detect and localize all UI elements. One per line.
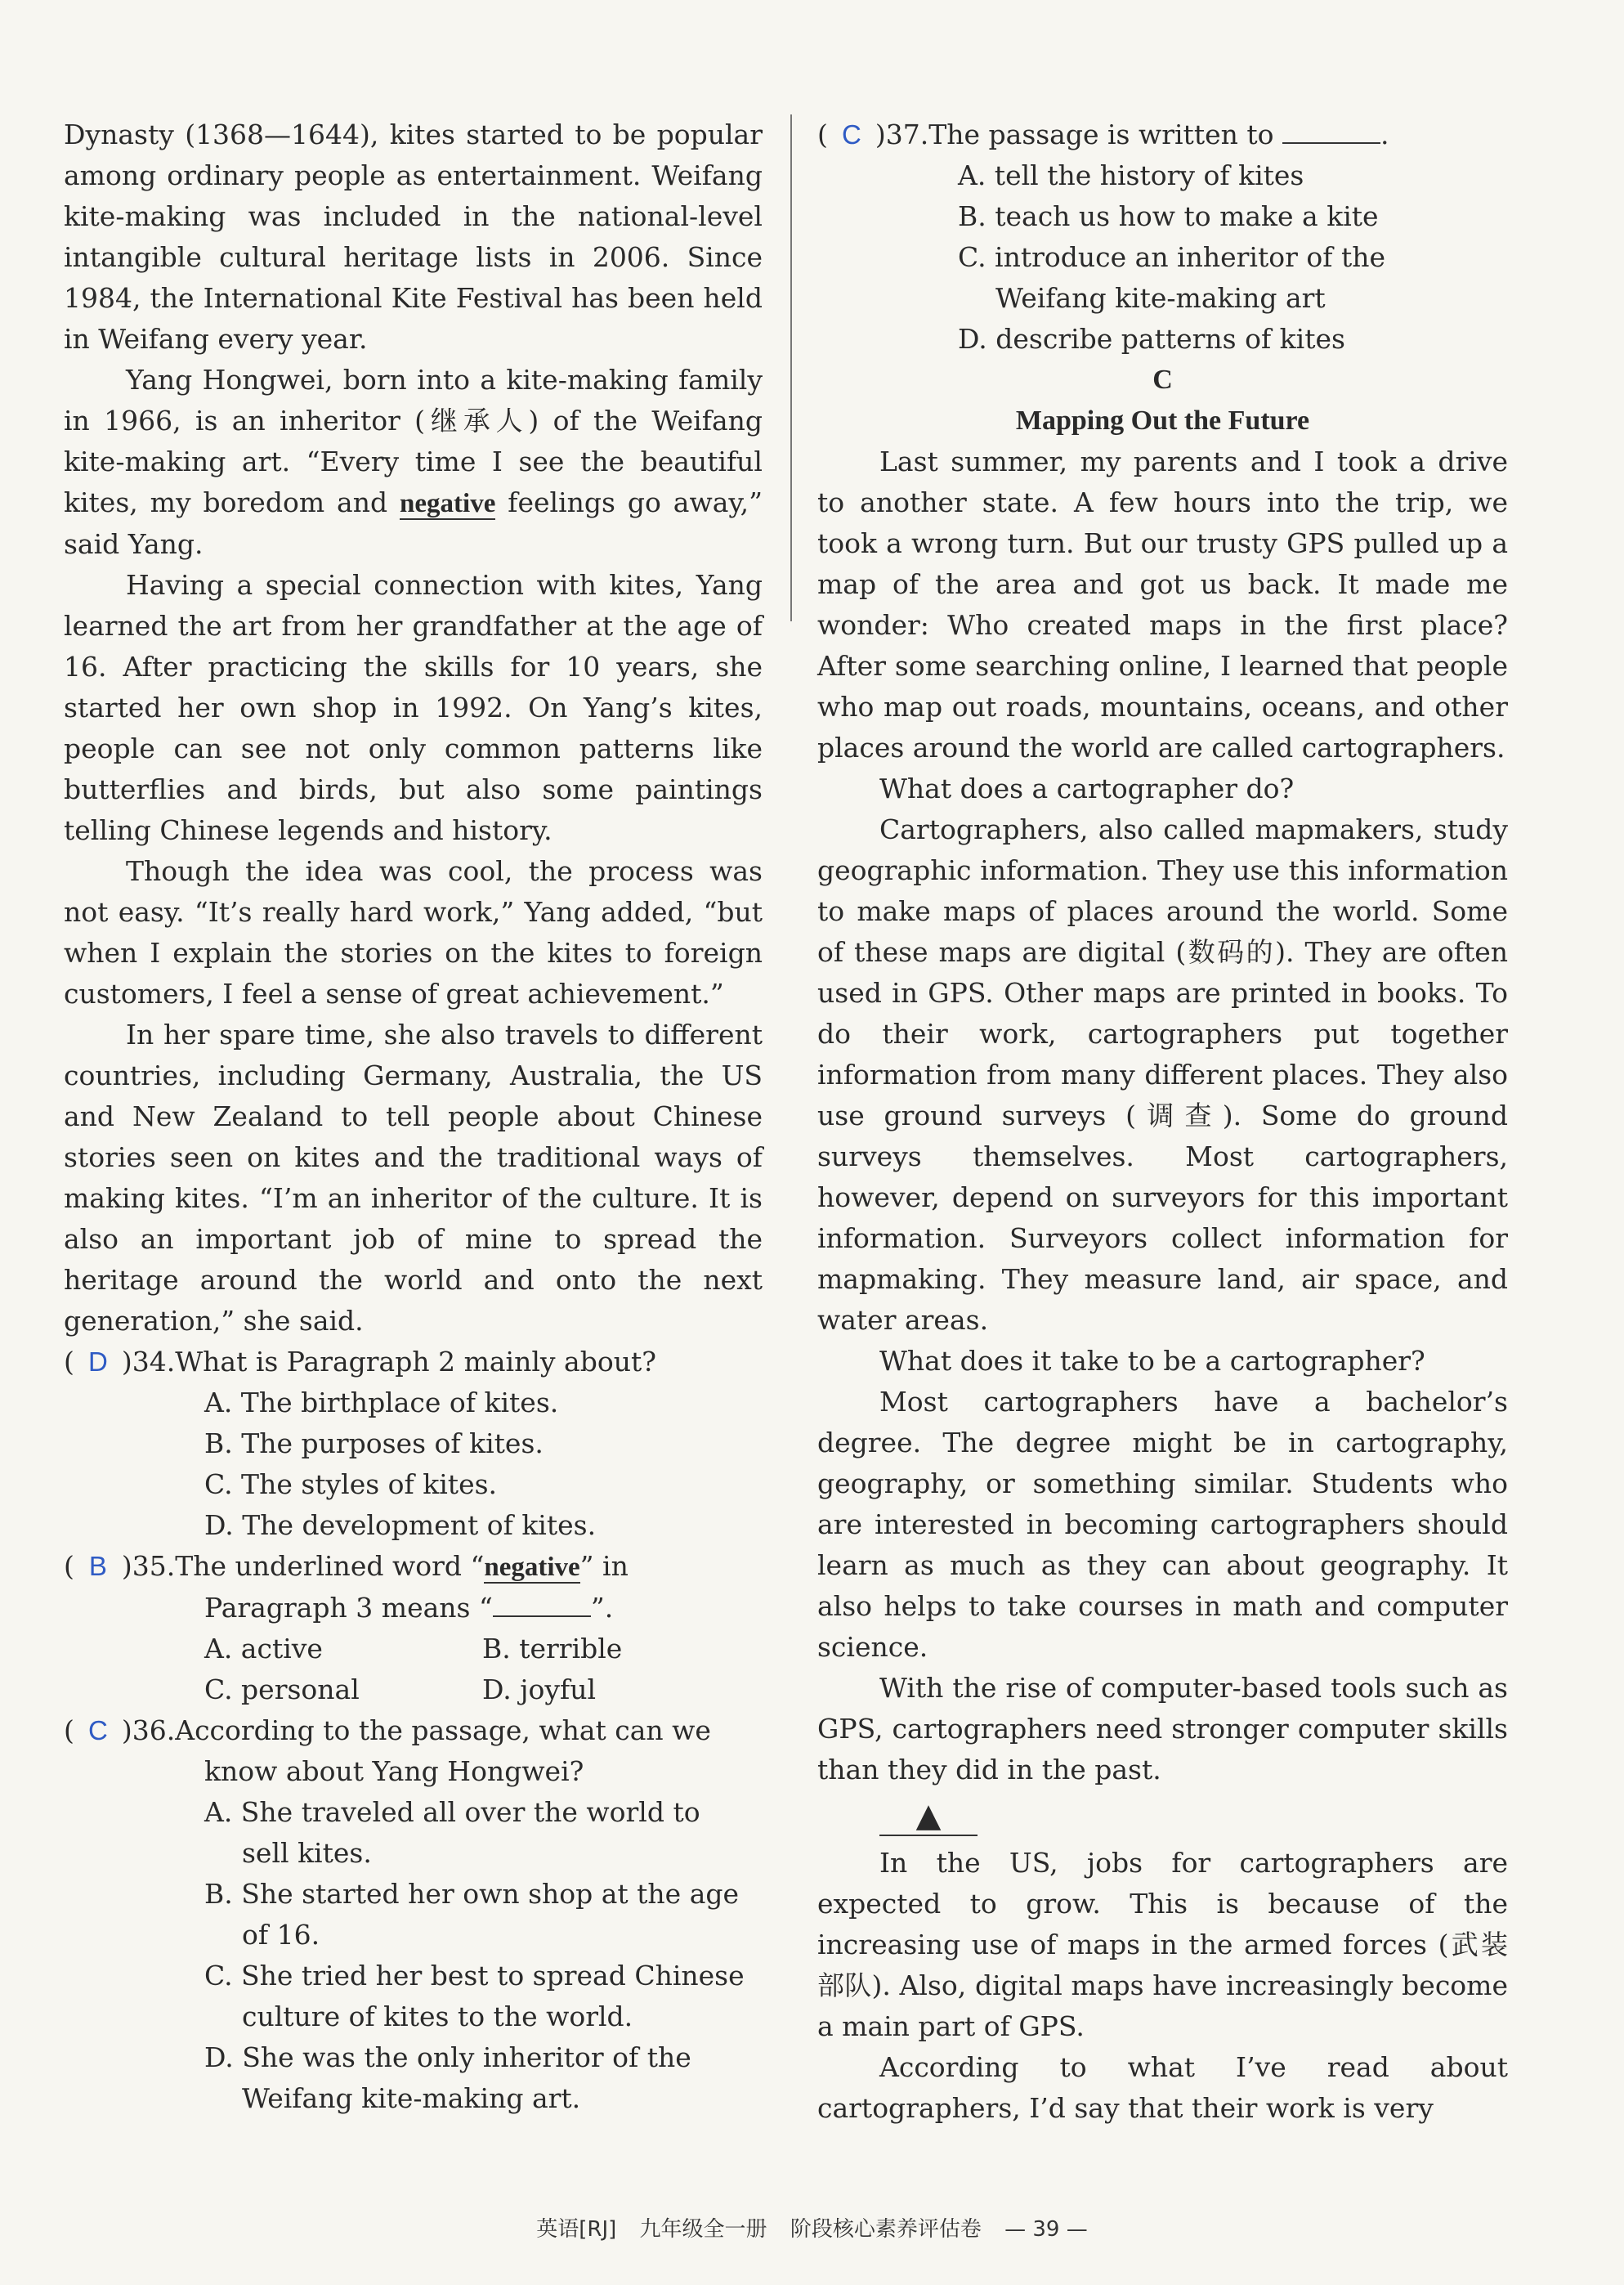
right-column — [817, 114, 1508, 2129]
question-34: ( D )34. What is Paragraph 2 mainly about? A. The birthplace of kites. B. The purposes of kites. C. The styles of kites. D. The development of kites. — [64, 1342, 763, 1546]
paragraph: Most cartographers have a bachelor’s degree. The degree might be in cartography, geography, or something similar. Students who are interested in becoming cartographers should learn as much as they can about geography. It also helps to take courses in math and computer science. — [817, 1386, 1508, 1663]
subheading: What does it take to be a cartographer? — [879, 1345, 1425, 1377]
answer-mark: C — [87, 1715, 108, 1745]
question-stem: What is Paragraph 2 mainly about? — [175, 1346, 656, 1378]
option: D. She was the only inheritor of the Weifang kite-making art. — [204, 2041, 691, 2114]
question-stem: According to the passage, what can we — [175, 1714, 711, 1746]
answer-blank — [1282, 114, 1380, 144]
option: B. The purposes of kites. — [204, 1427, 544, 1459]
passage-title: Mapping Out the Future — [1015, 405, 1310, 436]
underlined-word: negative — [400, 489, 496, 518]
subheading: What does a cartographer do? — [879, 773, 1295, 804]
page-footer: 英语[RJ] 九年级全一册 阶段核心素养评估卷 — 39 — — [536, 2217, 1088, 2242]
question-36: ( C )36. According to the passage, what can we know about Yang Hongwei? A. She traveled all over the world to sell kites. B. She started her own shop at the age of 16. C. She tried her best to spread Chinese culture of kites to the world. D. She was the only inheritor of the Weifang kite-making art. — [64, 1710, 763, 2119]
paragraph: Having a special connection with kites, Yang learned the art from her grandfather at the age of 16. After practicing the skills for 10 years, she started her own shop in 1992. On Yang’s kites, people can see not only common patterns like butterflies and birds, but also some paintings telling Chinese legends and history. — [64, 569, 763, 846]
paragraph: Yang Hongwei, born into a kite-making family in 1966, is an inheritor (继承人) of the Weifang kite-making art. “Every time I see the beautiful kites, my boredom and negative feelings go away,” said Yang. — [64, 364, 763, 560]
question-stem: The passage is written to . — [928, 114, 1508, 155]
paragraph: In her spare time, she also travels to different countries, including Germany, Australia, the US and New Zealand to tell people about Chinese stories seen on kites and the traditional ways of making kites. “I’m an inheritor of the culture. It is also an important job of mine to spread the heritage around the world and onto the next generation,” she said. — [64, 1019, 763, 1337]
paragraph: With the rise of computer-based tools such as GPS, cartographers need stronger computer skills than they did in the past. — [817, 1672, 1508, 1785]
left-column — [64, 114, 763, 2119]
paragraph: Last summer, my parents and I took a drive to another state. A few hours into the trip, we took a wrong turn. But our trusty GPS pulled up a map of the area and got us back. It made me wonder: Who created maps in the first place? After some searching online, I learned that people who map out roads, mountains, oceans, and other places around the world are called cartographers. — [817, 446, 1508, 764]
paragraph: Though the idea was cool, the process was not easy. “It’s really hard work,” Yang added, “but when I explain the stories on the kites to foreign customers, I feel a sense of great achievement.” — [64, 855, 763, 1010]
option: D. The development of kites. — [204, 1509, 597, 1541]
underlined-word: negative — [484, 1552, 580, 1582]
option: D. describe patterns of kites — [958, 323, 1345, 355]
option: A. tell the history of kites — [958, 159, 1304, 191]
paragraph: Cartographers, also called mapmakers, study geographic information. They use this information to make maps of places around the world. Some of these maps are digital (数码的). They are often used in GPS. Other maps are printed in books. To do their work, cartographers put together information from many different places. They also use ground surveys (调查). Some do ground surveys themselves. Most cartographers, however, depend on surveyors for this important information. Surveyors collect information for mapmaking. They measure land, air space, and water areas. — [817, 813, 1508, 1336]
answer-blank — [493, 1588, 591, 1617]
column-divider — [790, 114, 792, 621]
option: C. personal — [204, 1673, 360, 1705]
option: A. The birthplace of kites. — [204, 1387, 559, 1418]
option: A. active — [204, 1633, 323, 1664]
triangle-blank-icon: ▲ — [879, 1797, 978, 1836]
option: B. teach us how to make a kite — [958, 200, 1379, 232]
answer-mark: C — [841, 119, 861, 150]
paragraph: According to what I’ve read about cartographers, I’d say that their work is very — [817, 2051, 1508, 2124]
option: C. introduce an inheritor of the Weifang kite-making art — [958, 241, 1385, 314]
option: B. terrible — [482, 1633, 623, 1664]
section-letter: C — [1152, 365, 1173, 395]
paragraph: Dynasty (1368—1644), kites started to be popular among ordinary people as entertainment. Weifang kite-making was included in the national-level intangible cultural heritage lists in 2006. Since 1984, the International Kite Festival has been held in Weifang every year. — [64, 119, 763, 355]
question-37: ( C )37. The passage is written to . A. tell the history of kites B. teach us how to make a kite C. introduce an inheritor of the Weifang kite-making art D. describe patterns of kites — [817, 114, 1508, 360]
option: C. She tried her best to spread Chinese culture of kites to the world. — [204, 1960, 745, 2032]
option: C. The styles of kites. — [204, 1468, 498, 1500]
page-number: — 39 — — [1004, 2217, 1088, 2242]
question-35: ( B )35. The underlined word “negative” in Paragraph 3 means “ ”. A. active B. terrible C. personal D. joyful — [64, 1546, 763, 1710]
option: A. She traveled all over the world to sell kites. — [204, 1796, 700, 1869]
answer-mark: B — [88, 1551, 107, 1581]
option: D. joyful — [482, 1673, 597, 1705]
answer-mark: D — [87, 1346, 108, 1377]
question-stem: The underlined word “negative” in — [175, 1550, 629, 1582]
option: B. She started her own shop at the age of 16. — [204, 1878, 740, 1951]
paragraph: In the US, jobs for cartographers are expected to grow. This is because of the increasing use of maps in the armed forces (武装部队). Also, digital maps have increasingly become a main part of GPS. — [817, 1847, 1508, 2042]
